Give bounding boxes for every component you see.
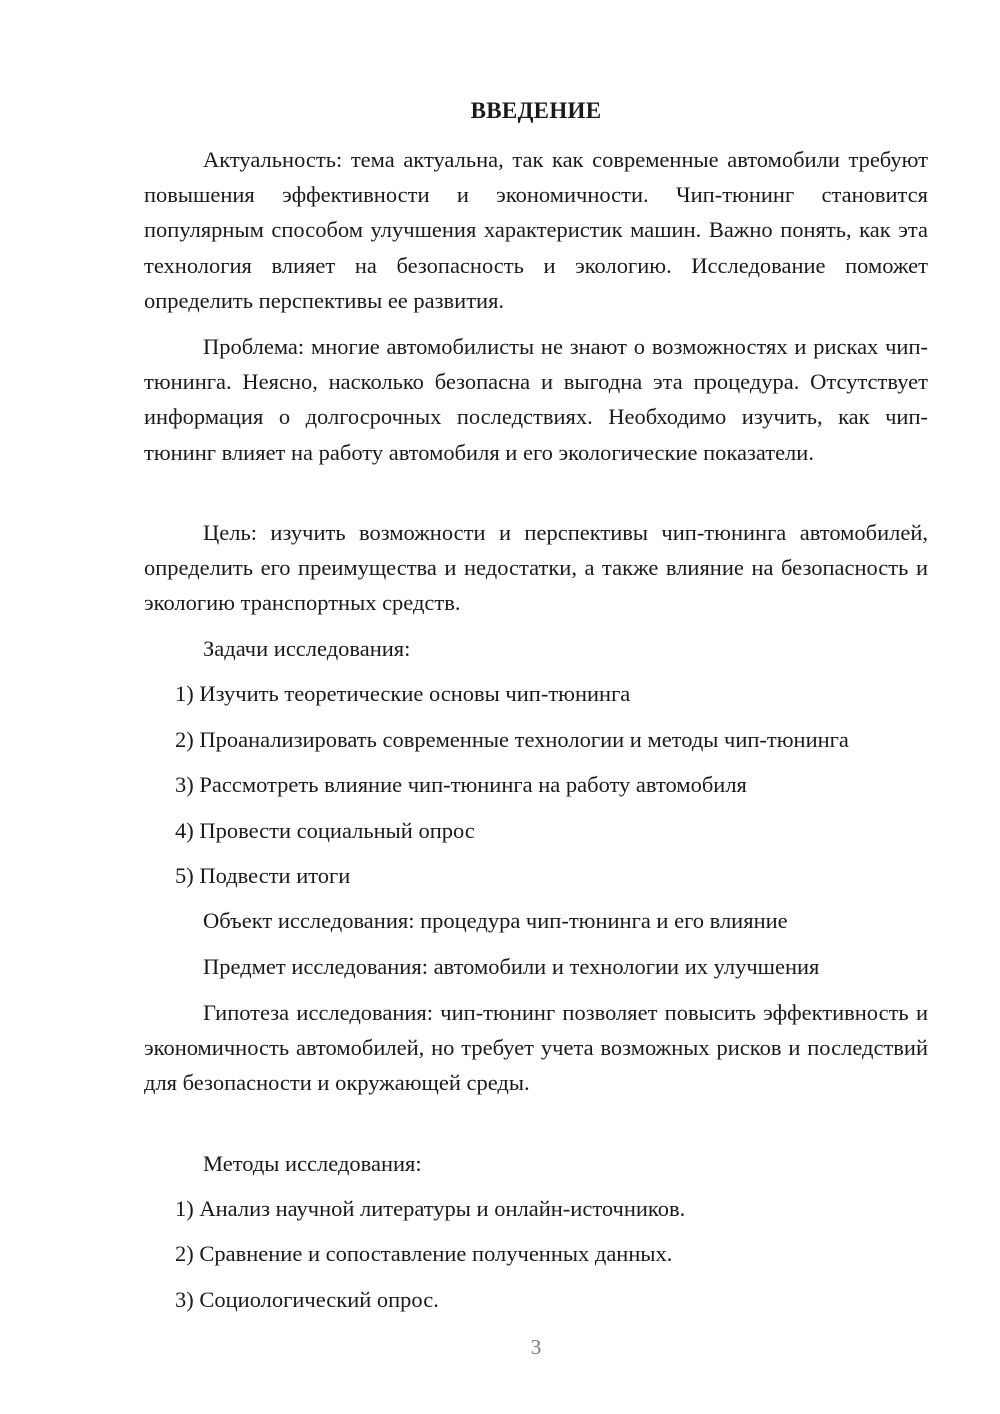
page-number: 3 (530, 1335, 542, 1359)
page-title: ВВЕДЕНИЕ (470, 98, 602, 123)
object-statement: Объект исследования: процедура чип-тюнинга и его влияние (203, 908, 788, 933)
method-item: 2) Сравнение и сопоставление полученных данных. (175, 1241, 673, 1266)
task-item: 3) Рассмотреть влияние чип-тюнинга на работу автомобиля (175, 772, 747, 797)
task-item: 4) Провести социальный опрос (175, 818, 475, 843)
task-item: 1) Изучить теоретические основы чип-тюнинга (175, 681, 631, 706)
hypothesis-paragraph: Гипотеза исследования: чип-тюнинг позволяет повысить эффективность и экономичность автомобилей, но требует учета возможных рисков и последствий для безопасности и окружающей среды. (144, 1000, 928, 1096)
task-item: 2) Проанализировать современные технологии и методы чип-тюнинга (175, 727, 849, 752)
problem-paragraph: Проблема: многие автомобилисты не знают о возможностях и рисках чип-тюнинга. Неясно, насколько безопасна и выгодна эта процедура. Отсутствует информация о долгосрочных последствиях. Необходимо изучить, как чип-тюнинг влияет на работу автомобиля и его экологические показатели. (144, 334, 928, 465)
goal-paragraph: Цель: изучить возможности и перспективы чип-тюнинга автомобилей, определить его преимущества и недостатки, а также влияние на безопасность и экологию транспортных средств. (144, 520, 928, 616)
task-item: 5) Подвести итоги (175, 863, 351, 888)
tasks-heading: Задачи исследования: (203, 636, 411, 661)
methods-heading: Методы исследования: (203, 1151, 422, 1176)
method-item: 1) Анализ научной литературы и онлайн-источников. (175, 1196, 686, 1221)
subject-statement: Предмет исследования: автомобили и технологии их улучшения (203, 954, 820, 979)
relevance-paragraph: Актуальность: тема актуальна, так как современные автомобили требуют повышения эффективности и экономичности. Чип-тюнинг становится популярным способом улучшения характеристик машин. Важно понять, как эта технология влияет на безопасность и экологию. Исследование поможет определить перспективы ее развития. (144, 147, 928, 313)
method-item: 3) Социологический опрос. (175, 1287, 439, 1312)
